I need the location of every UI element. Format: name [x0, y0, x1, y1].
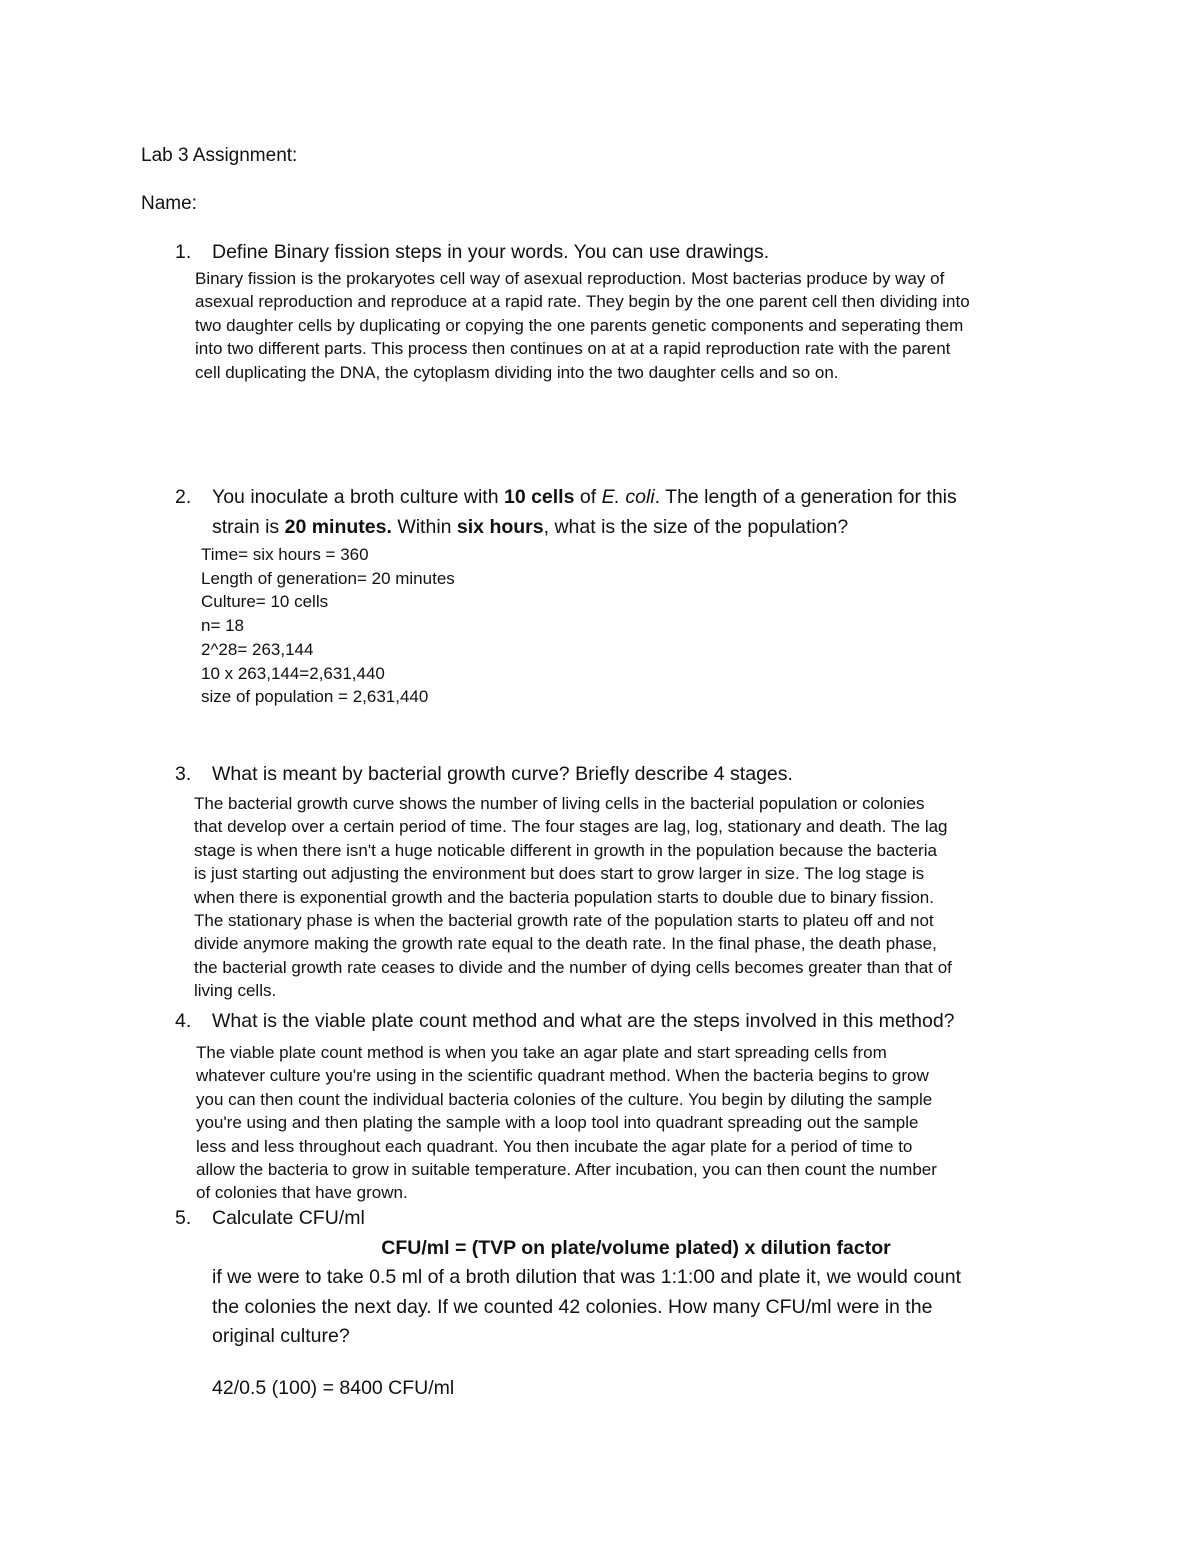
- q4-answer-line: less and less throughout each quadrant. You then incubate the agar plate for a period of time to: [196, 1136, 913, 1156]
- name-label: Name:: [141, 193, 197, 214]
- q2-work: [201, 543, 455, 709]
- q3-number: 3.: [175, 763, 192, 785]
- q2-text: of: [574, 486, 602, 508]
- q2-emphasis: six hours: [456, 516, 544, 538]
- q2-text: strain is: [212, 516, 285, 538]
- q3-prompt: What is meant by bacterial growth curve? Briefly describe 4 stages.: [212, 763, 793, 785]
- q3-answer-line: divide anymore making the growth rate equal to the death rate. In the final phase, the death phase,: [194, 934, 937, 954]
- q2-number: 2.: [175, 486, 192, 508]
- q1-number: 1.: [175, 241, 192, 263]
- q1-answer-line: into two different parts. This process then continues on at at a rapid reproduction rate with the parent: [195, 339, 951, 359]
- q4-number: 4.: [175, 1010, 192, 1032]
- q2-work-line: Culture= 10 cells: [201, 592, 329, 612]
- assignment-title: Lab 3 Assignment:: [141, 145, 298, 166]
- q4-answer-line: you can then count the individual bacteria colonies of the culture. You begin by diluting the sample: [196, 1089, 933, 1109]
- q2-text: Within: [391, 516, 457, 538]
- q2-organism: E. coli: [601, 486, 655, 508]
- q1-answer-line: Binary fission is the prokaryotes cell way of asexual reproduction. Most bacterias produce by way of: [195, 269, 945, 288]
- q5-formula: CFU/ml = (TVP on plate/volume plated) x dilution factor: [381, 1237, 891, 1259]
- q4-answer-line: whatever culture you're using in the scientific quadrant method. When the bacteria begins to grow: [196, 1066, 929, 1086]
- q5-prompt: Calculate CFU/ml: [212, 1207, 365, 1229]
- q3-answer-line: living cells.: [194, 981, 277, 1001]
- q2-text: . The length of a generation for this: [654, 486, 957, 508]
- q2-emphasis: 10 cells: [503, 486, 575, 508]
- q2-prompt-line-2: [212, 516, 848, 539]
- q1-answer-line: cell duplicating the DNA, the cytoplasm dividing into the two daughter cells and so on.: [195, 362, 839, 382]
- q5-number: 5.: [175, 1207, 192, 1229]
- q4-prompt: What is the viable plate count method and what are the steps involved in this method?: [212, 1010, 955, 1032]
- q3-answer-line: the bacterial growth rate ceases to divide and the number of dying cells becomes greater than that of: [194, 957, 952, 977]
- q5-problem-line: if we were to take 0.5 ml of a broth dilution that was 1:1:00 and plate it, we would count: [212, 1266, 962, 1288]
- q2-work-line: size of population = 2,631,440: [201, 687, 429, 707]
- q3-answer-line: that develop over a certain period of time. The four stages are lag, log, stationary and death. The lag: [194, 817, 948, 837]
- q4-answer-line: you're using and then plating the sample with a loop tool into quadrant spreading out the sample: [196, 1113, 919, 1133]
- q2-work-line: 2^28= 263,144: [201, 639, 314, 659]
- q1-prompt: Define Binary fission steps in your words. You can use drawings.: [212, 241, 770, 263]
- q4-answer-line: allow the bacteria to grow in suitable temperature. After incubation, you can then count the number: [196, 1160, 937, 1180]
- q2-work-line: n= 18: [201, 616, 245, 636]
- q2-work-line: 10 x 263,144=2,631,440: [201, 663, 385, 683]
- q2-text: , what is the size of the population?: [543, 516, 849, 538]
- q4-answer: [196, 1041, 937, 1205]
- q5-problem-line: original culture?: [212, 1325, 350, 1347]
- q4-answer-line: The viable plate count method is when you take an agar plate and start spreading cells from: [196, 1043, 887, 1062]
- q4-answer-line: of colonies that have grown.: [196, 1183, 408, 1203]
- q3-answer-line: The stationary phase is when the bacterial growth rate of the population starts to plateu off and not: [194, 911, 934, 931]
- q2-emphasis: 20 minutes.: [284, 516, 392, 538]
- q5-problem: [212, 1263, 961, 1352]
- q3-answer-line: when there is exponential growth and the bacteria population starts to double due to binary fission.: [194, 887, 934, 907]
- q3-answer-line: The bacterial growth curve shows the number of living cells in the bacterial population or colonies: [194, 794, 925, 813]
- q5-answer: 42/0.5 (100) = 8400 CFU/ml: [212, 1377, 455, 1399]
- q2-text: You inoculate a broth culture with: [212, 486, 504, 508]
- q1-answer-line: two daughter cells by duplicating or copying the one parents genetic components and seperating them: [195, 315, 964, 335]
- q2-work-line: Length of generation= 20 minutes: [201, 568, 455, 588]
- q1-answer: [195, 267, 970, 384]
- q2-prompt-line-1: [212, 486, 957, 509]
- q3-answer-line: is just starting out adjusting the environment but does start to grow larger in size. The log stage is: [194, 864, 925, 884]
- q2-work-line: Time= six hours = 360: [201, 545, 369, 564]
- q3-answer: [194, 792, 952, 1003]
- q3-answer-line: stage is when there isn't a huge noticable different in growth in the population because the bacteria: [194, 840, 937, 860]
- q1-answer-line: asexual reproduction and reproduce at a rapid rate. They begin by the one parent cell then dividing into: [195, 292, 970, 312]
- q5-problem-line: the colonies the next day. If we counted 42 colonies. How many CFU/ml were in the: [212, 1295, 933, 1318]
